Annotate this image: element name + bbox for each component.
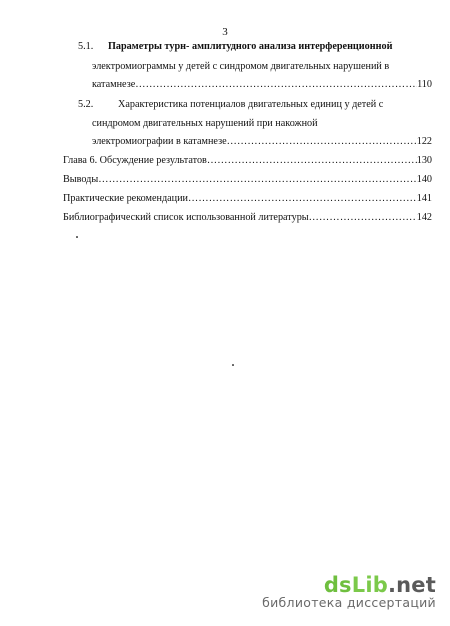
watermark-logo-lib: Lib (351, 573, 388, 597)
toc-leader-dots (227, 136, 417, 148)
toc-item-5-1-number: 5.1. (78, 41, 94, 52)
page-number: 3 (222, 26, 228, 38)
watermark-logo-net: .net (387, 573, 436, 597)
watermark-logo (262, 574, 436, 596)
toc-conclusions (63, 174, 432, 186)
toc-recommendations-page: 141 (416, 193, 432, 204)
watermark (262, 574, 436, 610)
toc-item-5-2-line3 (92, 136, 432, 148)
toc-chapter-6 (63, 155, 432, 167)
toc-leader-dots (135, 79, 417, 91)
toc-bibliography-title: Библиографический список использованной литературы (63, 212, 309, 223)
toc-recommendations (63, 193, 432, 205)
toc-item-5-1-page: 110 (417, 79, 432, 90)
toc-item-5-2-title-line1: Характеристика потенциалов двигательных единиц у детей с (118, 99, 384, 110)
toc-item-5-1-line1 (78, 41, 392, 53)
toc-bibliography-page: 142 (416, 212, 432, 223)
watermark-subtitle: библиотека диссертаций (262, 595, 436, 610)
toc-leader-dots (188, 193, 417, 205)
toc-item-5-2-title-line2: синдромом двигательных нарушений при накожной (92, 118, 318, 129)
toc-item-5-1-title-line1: Параметры турн- амплитудного анализа интерференционной (108, 41, 393, 52)
watermark-logo-ds: ds (323, 573, 352, 597)
scan-speck (232, 364, 234, 366)
toc-leader-dots (98, 174, 417, 186)
scan-speck (76, 236, 78, 238)
toc-chapter-6-title: Глава 6. Обсуждение результатов (63, 155, 207, 166)
toc-item-5-1-title-line3: катамнезе (92, 79, 136, 90)
toc-conclusions-page: 140 (416, 174, 432, 185)
toc-item-5-2-title-line3: электромиографии в катамнезе (92, 136, 227, 147)
toc-conclusions-title: Выводы (63, 174, 99, 185)
toc-leader-dots (207, 155, 417, 167)
toc-item-5-1-line3 (92, 79, 432, 91)
toc-item-5-2-line1 (78, 99, 383, 111)
toc-chapter-6-page: 130 (416, 155, 432, 166)
toc-item-5-2-number: 5.2. (78, 99, 94, 110)
toc-recommendations-title: Практические рекомендации (63, 193, 189, 204)
toc-leader-dots (309, 212, 417, 224)
toc-item-5-2-page: 122 (416, 136, 432, 147)
toc-item-5-1-title-line2: электромиограммы у детей с синдромом двигательных нарушений в (92, 61, 390, 72)
toc-bibliography (63, 212, 432, 224)
